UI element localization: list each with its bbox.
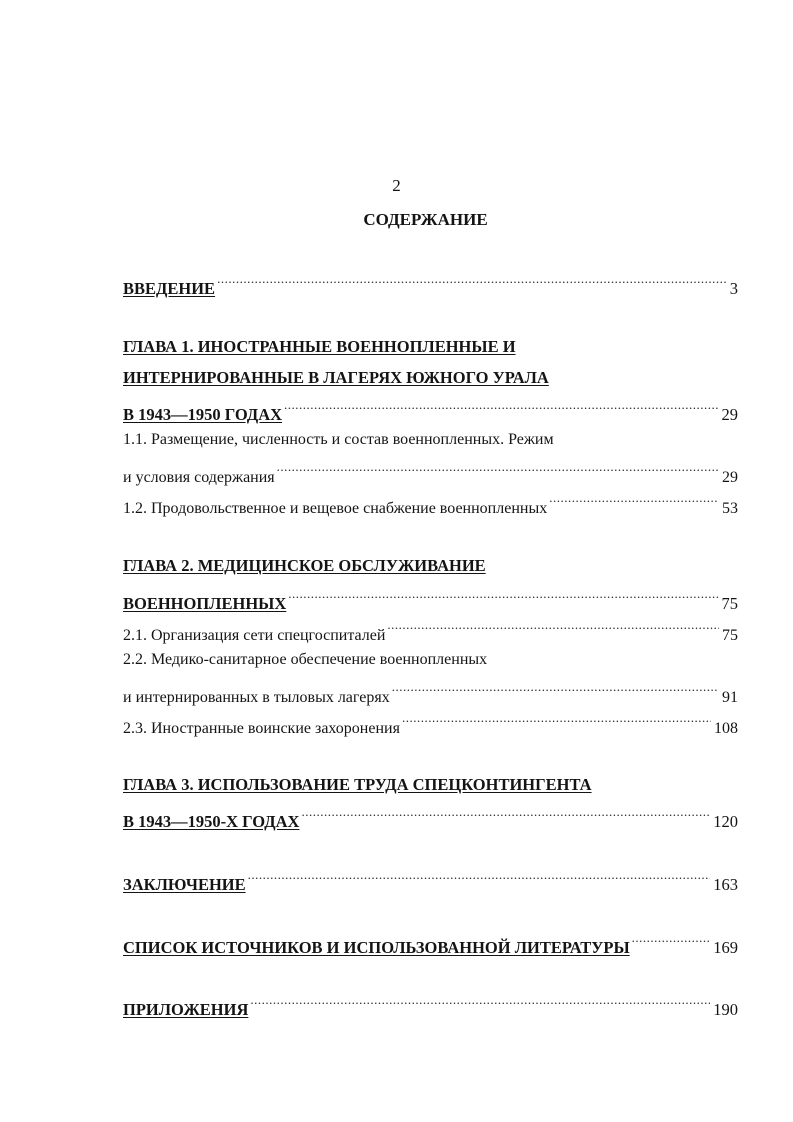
toc-entry-page: 108	[714, 720, 738, 737]
toc-entry-page: 190	[713, 1000, 738, 1019]
toc-entry-text: В 1943—1950-Х ГОДАХ	[123, 812, 300, 831]
toc-entry-section-1-2[interactable]	[123, 491, 738, 520]
toc-entry-section-2-2-line-1[interactable]	[123, 649, 738, 671]
toc-entry-chapter-3-line-2[interactable]	[123, 805, 738, 833]
dot-leader	[250, 993, 710, 1015]
toc-entry-text: ГЛАВА 1. ИНОСТРАННЫЕ ВОЕННОПЛЕННЫЕ И	[123, 337, 516, 356]
toc-entry-page: 75	[722, 627, 738, 644]
toc-entry-text: В 1943—1950 ГОДАХ	[123, 405, 283, 424]
toc-entry-text: и условия содержания	[123, 469, 275, 486]
toc-entry-chapter-1-line-3[interactable]	[123, 398, 738, 426]
page-number: 2	[392, 176, 401, 195]
toc-entry-text: 2.3. Иностранные воинские захоронения	[123, 720, 400, 737]
toc-entry-text: ГЛАВА 3. ИСПОЛЬЗОВАНИЕ ТРУДА СПЕЦКОНТИНГЕНТА	[123, 775, 592, 794]
toc-entry-text: ГЛАВА 2. МЕДИЦИНСКОЕ ОБСЛУЖИВАНИЕ	[123, 556, 486, 575]
dot-leader	[402, 711, 711, 733]
toc-entry-page: 91	[722, 689, 738, 706]
toc-entry-chapter-1-line-2[interactable]	[123, 367, 738, 389]
dot-leader	[217, 272, 727, 294]
dot-leader	[277, 460, 719, 482]
dot-leader	[288, 587, 718, 609]
toc-entry-page: 3	[729, 279, 738, 298]
dot-leader	[248, 868, 711, 890]
toc-entry-text: СПИСОК ИСТОЧНИКОВ И ИСПОЛЬЗОВАННОЙ ЛИТЕРАТУРЫ	[123, 938, 630, 957]
toc-entry-section-2-2-line-2[interactable]	[123, 680, 738, 709]
toc-entry-page: 163	[713, 875, 738, 894]
toc-entry-chapter-2-line-1[interactable]	[123, 555, 738, 577]
dot-leader	[387, 618, 719, 640]
toc-entry-chapter-2-line-2[interactable]	[123, 587, 738, 615]
toc-entry-section-1-1-line-2[interactable]	[123, 460, 738, 489]
toc-entry-page: 120	[713, 812, 738, 831]
toc-entry-section-2-3[interactable]	[123, 711, 738, 740]
toc-entry-page: 169	[713, 938, 738, 957]
dot-leader	[284, 398, 718, 420]
toc-title: СОДЕРЖАНИЕ	[363, 210, 488, 229]
toc-entry-chapter-3-line-1[interactable]	[123, 774, 738, 796]
toc-entry-bibliography[interactable]	[123, 931, 738, 959]
toc-entry-introduction[interactable]	[123, 272, 738, 300]
toc-entry-chapter-1-line-1[interactable]	[123, 336, 738, 358]
toc-entry-page: 53	[722, 500, 738, 517]
toc-entry-text: 2.2. Медико-санитарное обеспечение военнопленных	[123, 651, 488, 668]
toc-entry-text: ЗАКЛЮЧЕНИЕ	[123, 875, 246, 894]
toc-entry-page: 29	[721, 405, 738, 424]
dot-leader	[392, 680, 719, 702]
toc-entry-text: 1.1. Размещение, численность и состав военнопленных. Режим	[123, 431, 554, 448]
toc-entry-page: 75	[721, 594, 738, 613]
toc-entry-text: ПРИЛОЖЕНИЯ	[123, 1000, 249, 1019]
toc-entry-text: 1.2. Продовольственное и вещевое снабжение военнопленных	[123, 500, 548, 517]
toc-entry-appendices[interactable]	[123, 993, 738, 1021]
toc-entry-page: 29	[722, 469, 738, 486]
dot-leader	[301, 805, 710, 827]
toc-entry-conclusion[interactable]	[123, 868, 738, 896]
toc-entry-text: ИНТЕРНИРОВАННЫЕ В ЛАГЕРЯХ ЮЖНОГО УРАЛА	[123, 368, 549, 387]
toc-entry-text: 2.1. Организация сети спецгоспиталей	[123, 627, 386, 644]
toc-entry-text: ВОЕННОПЛЕННЫХ	[123, 594, 287, 613]
toc-entry-text: и интернированных в тыловых лагерях	[123, 689, 390, 706]
dot-leader	[549, 491, 719, 513]
toc-entry-section-1-1-line-1[interactable]	[123, 429, 738, 451]
toc-entry-text: ВВЕДЕНИЕ	[123, 279, 216, 298]
toc-entry-section-2-1[interactable]	[123, 618, 738, 647]
dot-leader	[632, 931, 711, 953]
